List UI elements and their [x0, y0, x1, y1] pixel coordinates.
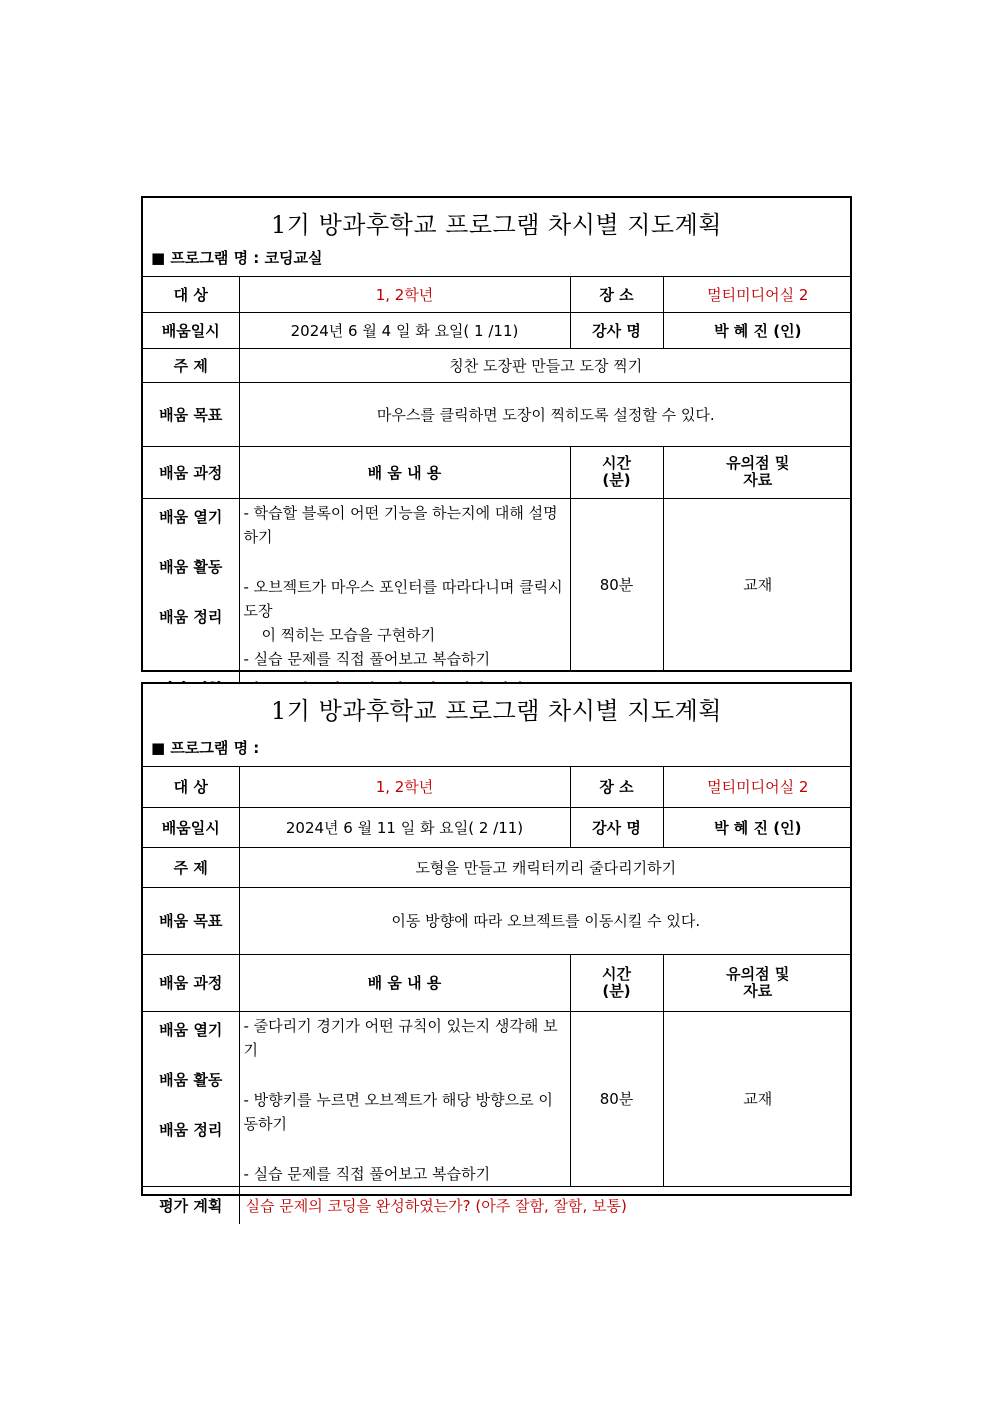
- target-label: 대 상: [143, 767, 239, 807]
- materials-value: 교재: [663, 498, 852, 671]
- program-name: ■ 프로그램 명 :: [151, 739, 260, 757]
- plan-header: [143, 684, 850, 767]
- plan-header: [143, 198, 850, 277]
- content-line: - 학습할 블록이 어떤 기능을 하는지에 대해 설명하기: [243, 503, 558, 546]
- content-line: - 실습 문제를 직접 풀어보고 복습하기: [243, 649, 491, 668]
- place-value: 멀티미디어실 2: [663, 767, 852, 807]
- process-label: 배움 과정: [143, 954, 239, 1011]
- time-label: [570, 954, 663, 1011]
- time-label: [570, 446, 663, 498]
- notes-label-1: 유의점 및: [726, 454, 790, 472]
- process-label: 배움 과정: [143, 446, 239, 498]
- teacher-value: 박 혜 진 (인): [663, 312, 852, 348]
- goal-value: 이동 방향에 따라 오브젝트를 이동시킬 수 있다.: [239, 887, 852, 954]
- content-line: - 오브젝트가 마우스 포인터를 따라다니며 클릭시 도장: [243, 577, 563, 620]
- plan-table: [143, 277, 852, 705]
- plan-title: 1기 방과후학교 프로그램 차시별 지도계획: [271, 211, 722, 239]
- stage-open: 배움 열기: [159, 1020, 223, 1039]
- content-column: [239, 1011, 570, 1186]
- date-label: 배움일시: [143, 312, 239, 348]
- content-label-text: 배 움 내 용: [367, 463, 442, 482]
- time-label-2: (분): [602, 471, 631, 489]
- target-label: 대 상: [143, 277, 239, 312]
- time-value: 80분: [570, 498, 663, 671]
- stage-close: 배움 정리: [159, 607, 223, 626]
- stage-open: 배움 열기: [159, 507, 223, 526]
- place-value: 멀티미디어실 2: [663, 277, 852, 312]
- time-label-1: 시간: [602, 454, 631, 472]
- goal-label: 배움 목표: [143, 382, 239, 446]
- date-value: 2024년 6 월 11 일 화 요일( 2 /11): [239, 807, 570, 847]
- stage-column: [143, 498, 239, 671]
- teacher-label: 강사 명: [570, 312, 663, 348]
- content-line: - 방향키를 누르면 오브젝트가 해당 방향으로 이동하기: [243, 1090, 553, 1133]
- content-label-text: 배 움 내 용: [367, 974, 442, 992]
- place-label: 장 소: [570, 767, 663, 807]
- materials-value: 교재: [663, 1011, 852, 1186]
- topic-value: 도형을 만들고 캐릭터끼리 줄다리기하기: [239, 847, 852, 887]
- goal-label: 배움 목표: [143, 887, 239, 954]
- program-name: ■ 프로그램 명 : 코딩교실: [151, 249, 323, 267]
- notes-label-2: 자료: [743, 981, 773, 1000]
- lesson-plan-1: [141, 196, 852, 672]
- place-label: 장 소: [570, 277, 663, 312]
- target-value: 1, 2학년: [239, 277, 570, 312]
- time-value: 80분: [570, 1011, 663, 1186]
- topic-label: 주 제: [143, 348, 239, 382]
- goal-value: 마우스를 클릭하면 도장이 찍히도록 설정할 수 있다.: [239, 382, 852, 446]
- eval-label: 평가 계획: [143, 1186, 239, 1224]
- date-value: 2024년 6 월 4 일 화 요일( 1 /11): [239, 312, 570, 348]
- teacher-value: 박 혜 진 (인): [663, 807, 852, 847]
- time-label-1: 시간: [602, 964, 631, 983]
- stage-column: [143, 1011, 239, 1186]
- content-line: 이 찍히는 모습을 구현하기: [261, 625, 436, 644]
- time-label-2: (분): [602, 981, 631, 1000]
- topic-value: 칭찬 도장판 만들고 도장 찍기: [239, 348, 852, 382]
- target-value: 1, 2학년: [239, 767, 570, 807]
- topic-label: 주 제: [143, 847, 239, 887]
- notes-label: [663, 954, 852, 1011]
- stage-close: 배움 정리: [159, 1120, 223, 1139]
- notes-label-1: 유의점 및: [726, 964, 790, 983]
- date-label: 배움일시: [143, 807, 239, 847]
- content-column: [239, 498, 570, 671]
- plan-title: 1기 방과후학교 프로그램 차시별 지도계획: [271, 697, 722, 725]
- eval-value: 실습 문제의 코딩을 완성하였는가? (아주 잘함, 잘함, 보통): [245, 1196, 627, 1215]
- notes-label-2: 자료: [743, 471, 773, 489]
- lesson-plan-2: [141, 682, 852, 1215]
- notes-label: [663, 446, 852, 498]
- teacher-label: 강사 명: [570, 807, 663, 847]
- stage-activity: 배움 활동: [159, 1070, 223, 1089]
- stage-activity: 배움 활동: [159, 557, 223, 576]
- content-label: [239, 446, 570, 498]
- content-line: - 줄다리기 경기가 어떤 규칙이 있는지 생각해 보기: [243, 1016, 558, 1059]
- plan-table: [143, 767, 852, 1224]
- content-line: - 실습 문제를 직접 풀어보고 복습하기: [243, 1164, 491, 1183]
- content-label: [239, 954, 570, 1011]
